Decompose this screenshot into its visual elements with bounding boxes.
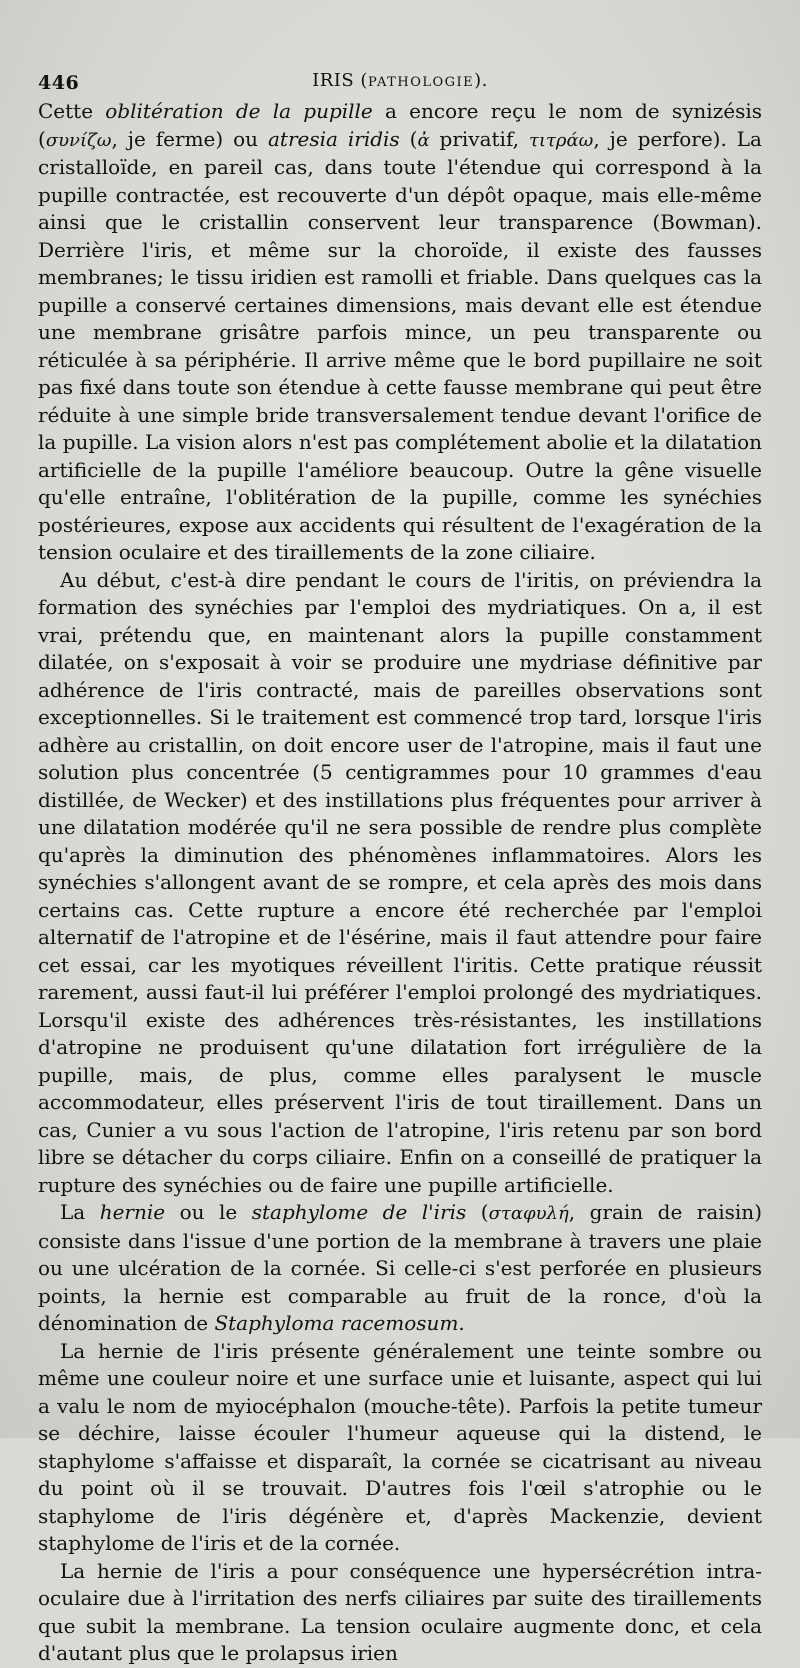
greek-word: σταφυλή — [488, 1203, 569, 1224]
running-title-smallcaps: PATHOLOGIE — [367, 75, 475, 90]
text-run: . — [458, 1311, 465, 1335]
text-run: ou le — [165, 1200, 252, 1224]
paragraph — [38, 567, 762, 1200]
text-run: , grain de raisin) consiste dans l'issue d'une portion de la membrane à travers une plaie ou une ulcération de la cornée. Si celle-ci s'est perforée en plusieurs points, la hernie est comparable au fruit de la ronce, d'où la dénomination de — [38, 1200, 762, 1335]
text-run: La hernie de l'iris a pour conséquence une hypersécrétion intra-oculaire due à l'irritation des nerfs ciliaires par suite des tiraillements que subit la membrane. La tension oculaire augmente donc, et cela d'autant plus que le prolapsus irien — [38, 1558, 762, 1665]
greek-word: συνίζω — [45, 129, 112, 151]
paragraph — [38, 98, 762, 567]
text-run: La hernie de l'iris présente généralement une teinte sombre ou même une couleur noire et une surface unie et luisante, aspect qui lui a valu le nom de myiocéphalon (mouche-tête). Parfois la petite tumeur se déchire, laisse écouler l'humeur aqueuse qui la distend, le staphylome s'affaisse et disparaît, la cornée se cicatrisant au niveau du point où il se trouvait. D'autres fois l'œil s'atrophie ou le staphylome de l'iris dégénère et, d'après Mackenzie, devient staphylome de l'iris et de la cornée. — [38, 1338, 762, 1555]
paragraph — [38, 1558, 762, 1668]
italic-term: Staphyloma racemosum — [214, 1311, 459, 1335]
running-title — [38, 70, 762, 91]
italic-term: staphylome de l'iris — [251, 1200, 467, 1224]
text-run: ( — [399, 126, 418, 151]
italic-term: atresia iridis — [267, 126, 400, 151]
running-title-end: ). — [474, 70, 488, 91]
text-run: privatif, — [429, 126, 529, 151]
running-head — [38, 64, 762, 98]
italic-term: oblitération de la pupille — [105, 99, 373, 123]
text-run: , je perfore). La cristalloïde, en pareil cas, dans toute l'étendue qui correspond à la pupille contractée, est recouverte d'un dépôt opaque, mais elle-même ainsi que le cristallin conservent leur transparence (Bowman). Derrière l'iris, et même sur la choroïde, il existe des fausses membranes; le tissu iridien est ramolli et friable. Dans quelques cas la pupille a conservé certaines dimensions, mais devant elle est étendue une membrane grisâtre parfois mince, un peu transparente ou réticulée à sa périphérie. Il arrive même que le bord pupillaire ne soit pas fixé dans toute son étendue à cette fausse membrane qui peut être réduite à une simple bride transversalement tendue devant l'orifice de la pupille. La vision alors n'est pas complétement abolie et la dilatation artificielle de la pupille l'améliore beaucoup. Outre la gêne visuelle qu'elle entraîne, l'oblitération de la pupille, comme les synéchies postérieures, expose aux accidents qui résultent de l'exagération de la tension oculaire et des tiraillements de la zone ciliaire. — [38, 126, 762, 564]
italic-term: hernie — [99, 1200, 166, 1224]
greek-word: ἀ — [417, 129, 430, 151]
text-run: , je ferme) ou — [111, 126, 268, 151]
paragraph — [38, 1199, 762, 1338]
text-run: a encore reçu le nom de synizésis ( — [38, 99, 763, 151]
text-run: Cette — [38, 99, 106, 123]
text-run: La — [60, 1200, 100, 1224]
page-number: 446 — [38, 72, 80, 94]
running-title-main: IRIS ( — [312, 70, 368, 91]
text-run: Au début, c'est-à dire pendant le cours de l'iritis, on préviendra la formation des synéchies par l'emploi des mydriatiques. On a, il est vrai, prétendu que, en maintenant alors la pupille constamment dilatée, on s'exposait à voir se produire une mydriase définitive par adhérence de l'iris contracté, mais de pareilles observations sont exceptionnelles. Si le traitement est commencé trop tard, lorsque l'iris adhère au cristallin, on doit encore user de l'atropine, mais il faut une solution plus concentrée (5 centigrammes pour 10 grammes d'eau distillée, de Wecker) et des instillations plus fréquentes pour arriver à une dilatation modérée qu'il ne sera possible de rendre plus complète qu'après la diminution des phénomènes inflammatoires. Alors les synéchies s'allongent avant de se rompre, et cela après des mois dans certains cas. Cette rupture a encore été recherchée par l'emploi alternatif de l'atropine et de l'ésérine, mais il faut attendre pour faire cet essai, car les myotiques réveillent l'iritis. Cette pratique réussit rarement, aussi faut-il lui préférer l'emploi prolongé des mydriatiques. Lorsqu'il existe des adhérences très-résistantes, les instillations d'atropine ne produisent qu'une dilatation fort irrégulière de la pupille, mais, de plus, comme elles paralysent le muscle accommodateur, elles préservent l'iris de tout tiraillement. Dans un cas, Cunier a vu sous l'action de l'atropine, l'iris retenu par son bord libre se détacher du corps ciliaire. Enfin on a conseillé de pratiquer la rupture des synéchies ou de faire une pupille artificielle. — [38, 567, 762, 1197]
text-run: ( — [466, 1200, 489, 1224]
greek-word: τιτράω — [528, 129, 594, 151]
body-text — [38, 98, 762, 1668]
paragraph — [38, 1338, 762, 1558]
